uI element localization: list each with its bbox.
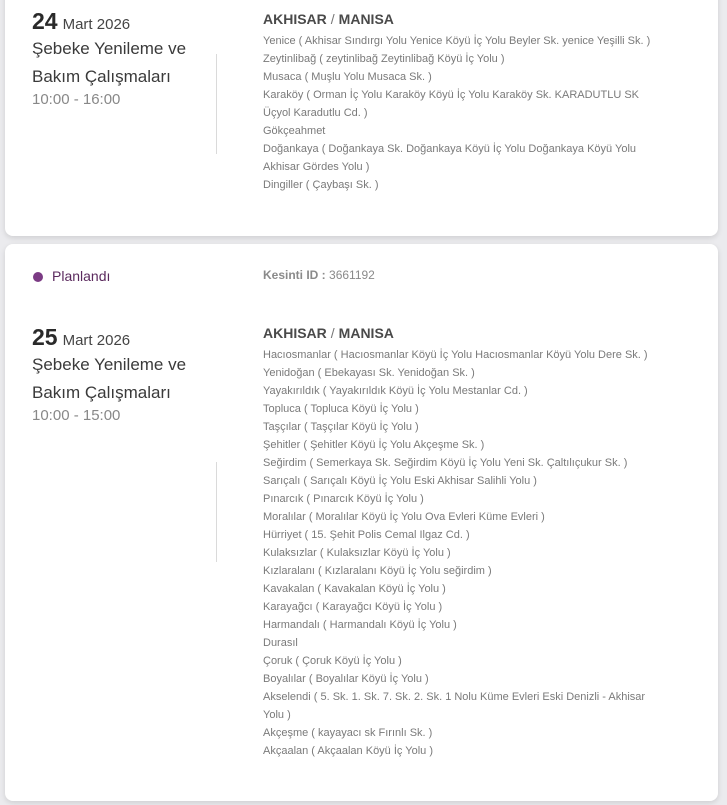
street-item: Yayakırıldık ( Yayakırıldık Köyü İç Yolu Mestanlar Cd. ) — [263, 385, 528, 397]
street-item: Gökçeahmet — [263, 125, 326, 137]
divider — [216, 54, 217, 154]
outage-title: Şebeke Yenileme ve Bakım Çalışmaları — [32, 39, 187, 86]
street-list — [263, 32, 663, 194]
street-item: Musaca ( Muşlu Yolu Musaca Sk. ) — [263, 71, 432, 83]
outage-location-block — [263, 8, 663, 194]
street-item: Akçeşme ( kayayacı sk Fırınlı Sk. ) — [263, 727, 433, 739]
street-item: Hürriyet ( 15. Şehit Polis Cemal Ilgaz Cd. ) — [263, 529, 470, 541]
street-item: Pınarcık ( Pınarcık Köyü İç Yolu ) — [263, 493, 424, 505]
street-item: Taşçılar ( Taşçılar Köyü İç Yolu ) — [263, 421, 419, 433]
district-heading — [263, 322, 663, 346]
outage-date-block — [32, 8, 217, 108]
street-item: Şehitler ( Şehitler Köyü İç Yolu Akçeşme Sk. ) — [263, 439, 485, 451]
street-item: Akçaalan ( Akçaalan Köyü İç Yolu ) — [263, 745, 433, 757]
divider — [216, 462, 217, 562]
district-name: AKHISAR — [263, 11, 327, 27]
street-item: Moralılar ( Moralılar Köyü İç Yolu Ova Evleri Küme Evleri ) — [263, 511, 545, 523]
status-dot-icon — [33, 272, 43, 282]
street-item: Zeytinlibağ ( zeytinlibağ Zeytinlibağ Köyü İç Yolu ) — [263, 53, 505, 65]
outage-date-block — [32, 324, 217, 424]
outage-card-2 — [5, 244, 718, 801]
street-item: Karaköy ( Orman İç Yolu Karaköy Köyü İç Yolu Karaköy Sk. KARADUTLU SK Üçyol Karadutlu Cd. ) — [263, 89, 640, 119]
outage-time: 10:00 - 15:00 — [32, 407, 121, 424]
province-name: MANISA — [338, 325, 394, 341]
street-item: Kavakalan ( Kavakalan Köyü İç Yolu ) — [263, 583, 446, 595]
outage-title: Şebeke Yenileme ve Bakım Çalışmaları — [32, 355, 187, 402]
outage-id-value: 3661192 — [329, 268, 375, 282]
district-heading — [263, 8, 663, 32]
district-name: AKHISAR — [263, 325, 327, 341]
street-item: Yenidoğan ( Ebekayası Sk. Yenidoğan Sk. ) — [263, 367, 475, 379]
street-item: Yenice ( Akhisar Sındırgı Yolu Yenice Köyü İç Yolu Beyler Sk. yenice Yeşilli Sk. ) — [263, 35, 651, 47]
outage-day: 25 — [32, 324, 58, 350]
street-list — [263, 346, 663, 760]
street-item: Karayağcı ( Karayağcı Köyü İç Yolu ) — [263, 601, 443, 613]
street-item: Kulaksızlar ( Kulaksızlar Köyü İç Yolu ) — [263, 547, 451, 559]
outage-location-block — [263, 322, 663, 760]
street-item: Kızlaralanı ( Kızlaralanı Köyü İç Yolu seğirdim ) — [263, 565, 492, 577]
street-item: Doğankaya ( Doğankaya Sk. Doğankaya Köyü İç Yolu Doğankaya Köyü Yolu Akhisar Gördes Yolu ) — [263, 143, 637, 173]
outage-id — [263, 268, 375, 282]
status-badge — [33, 268, 110, 284]
street-item: Çoruk ( Çoruk Köyü İç Yolu ) — [263, 655, 402, 667]
district-separator: / — [330, 325, 335, 341]
province-name: MANISA — [338, 11, 394, 27]
status-label: Planlandı — [52, 268, 111, 284]
street-item: Durasıl — [263, 637, 298, 649]
street-item: Harmandalı ( Harmandalı Köyü İç Yolu ) — [263, 619, 457, 631]
street-item: Boyalılar ( Boyalılar Köyü İç Yolu ) — [263, 673, 429, 685]
outage-day: 24 — [32, 8, 58, 34]
outage-card-1 — [5, 0, 718, 236]
outage-month-year: Mart 2026 — [62, 16, 131, 33]
street-item: Seğirdim ( Semerkaya Sk. Seğirdim Köyü İç Yolu Yeni Sk. Çaltılıçukur Sk. ) — [263, 457, 628, 469]
street-item: Hacıosmanlar ( Hacıosmanlar Köyü İç Yolu Hacıosmanlar Köyü Yolu Dere Sk. ) — [263, 349, 648, 361]
outage-month-year: Mart 2026 — [62, 332, 131, 349]
outage-id-label: Kesinti ID : — [263, 268, 326, 282]
street-item: Sarıçalı ( Sarıçalı Köyü İç Yolu Eski Akhisar Salihli Yolu ) — [263, 475, 537, 487]
street-item: Akselendi ( 5. Sk. 1. Sk. 7. Sk. 2. Sk. 1 Nolu Küme Evleri Eski Denizli - Akhisar Yolu ) — [263, 691, 646, 721]
street-item: Topluca ( Topluca Köyü İç Yolu ) — [263, 403, 419, 415]
outage-time: 10:00 - 16:00 — [32, 91, 121, 108]
street-item: Dingiller ( Çaybaşı Sk. ) — [263, 179, 379, 191]
district-separator: / — [330, 11, 335, 27]
